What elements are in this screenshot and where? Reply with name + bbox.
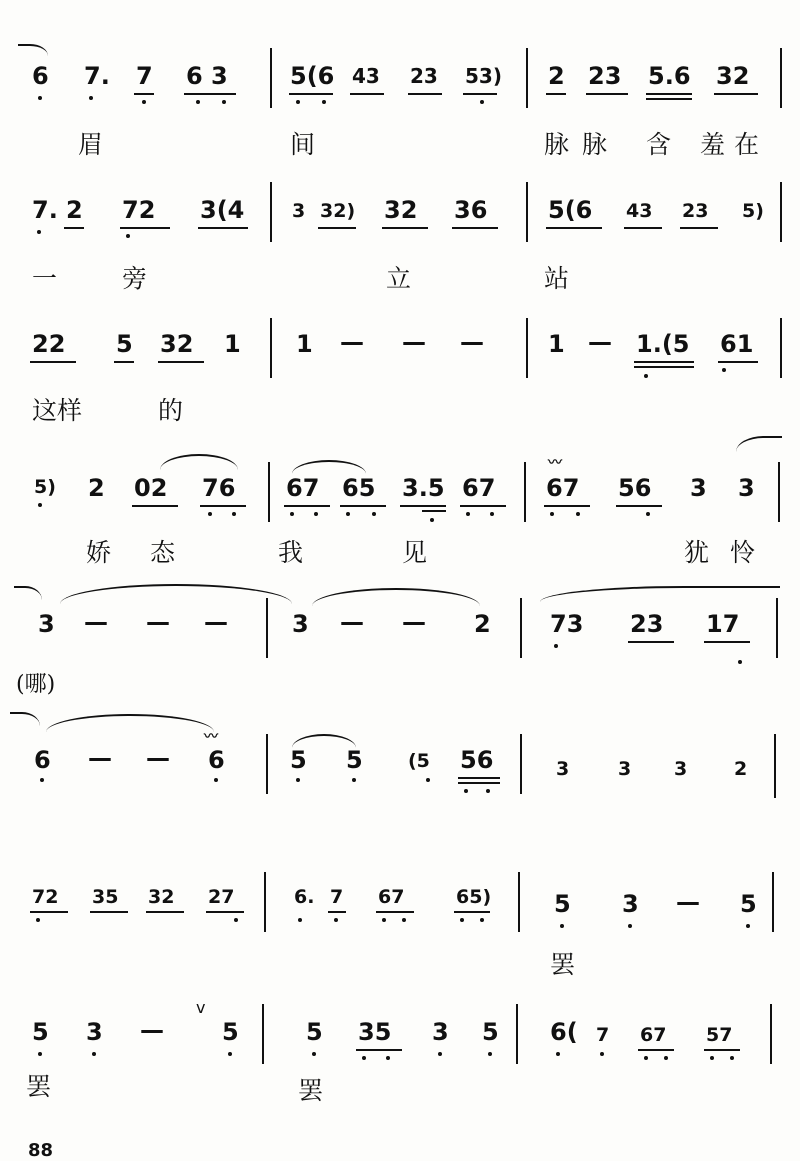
note: 5) (742, 200, 764, 222)
underline (546, 227, 602, 229)
lyric: 态 (150, 538, 176, 567)
note-group: 56 (618, 474, 652, 502)
underline (356, 1049, 402, 1051)
lower-octave-dot (576, 512, 580, 516)
underline (382, 227, 428, 229)
note-group: 72 (32, 886, 59, 908)
lower-octave-dot (352, 778, 356, 782)
page-number: 88 (28, 1140, 54, 1161)
lower-octave-dot (710, 1056, 714, 1060)
lyric: 眉 (78, 130, 104, 159)
lower-octave-dot (296, 100, 300, 104)
lyric: 一 (32, 264, 58, 293)
underline (634, 361, 694, 363)
underline (634, 366, 694, 368)
underline (206, 911, 244, 913)
underline (200, 505, 246, 507)
lyric: 羞 (700, 130, 726, 159)
note-group: 73 (550, 610, 584, 638)
lower-octave-dot (430, 518, 434, 522)
note-group: 67 (462, 474, 496, 502)
note: 5 (32, 1018, 49, 1046)
lyric: 这样 (32, 396, 83, 425)
lower-octave-dot (208, 512, 212, 516)
note: 3 (622, 890, 639, 918)
lower-octave-dot (386, 1056, 390, 1060)
note: 2 (734, 758, 748, 780)
note-group: 56 (460, 746, 494, 774)
lyric: 脉 (582, 130, 608, 159)
lyric: 我 (278, 538, 304, 567)
note: 5 (482, 1018, 499, 1046)
lyric: 罢 (550, 950, 576, 979)
note: 3 (38, 610, 55, 638)
underline (158, 361, 204, 363)
note: 7 (596, 1024, 610, 1046)
note-group: 22 (32, 330, 66, 358)
note-group: 61 (720, 330, 754, 358)
slur (46, 714, 214, 732)
barline (516, 1004, 518, 1064)
note: 3 (292, 610, 309, 638)
barline (772, 872, 774, 932)
slur (540, 586, 780, 602)
lower-octave-dot (314, 512, 318, 516)
lower-octave-dot (142, 100, 146, 104)
note-group: 32 (716, 62, 750, 90)
note: 5 (116, 330, 133, 358)
underline (718, 361, 758, 363)
note-group: 17 (706, 610, 740, 638)
dash: — (204, 608, 228, 636)
underline (460, 505, 506, 507)
note-group: 23 (630, 610, 664, 638)
note: 6( (550, 1018, 578, 1046)
note-group: 32 (384, 196, 418, 224)
dash: — (146, 744, 170, 772)
lower-octave-dot (628, 924, 632, 928)
lower-octave-dot (488, 1052, 492, 1056)
barline (780, 318, 782, 378)
lower-octave-dot (746, 924, 750, 928)
underline (400, 505, 446, 507)
note-group: 67 (546, 474, 580, 502)
note: 5 (306, 1018, 323, 1046)
lower-octave-dot (490, 512, 494, 516)
lyric: 立 (386, 264, 412, 293)
note-group: 43 (352, 64, 380, 88)
lower-octave-dot (196, 100, 200, 104)
barline (524, 462, 526, 522)
note-group: 32) (320, 200, 356, 222)
lower-octave-dot (402, 918, 406, 922)
note-group: 67 (286, 474, 320, 502)
underline (616, 505, 662, 507)
underline (64, 227, 84, 229)
underline (90, 911, 128, 913)
lower-octave-dot (438, 1052, 442, 1056)
lower-octave-dot (664, 1056, 668, 1060)
note: 7 (330, 886, 344, 908)
slur (312, 588, 480, 606)
lower-octave-dot (214, 778, 218, 782)
barline (262, 1004, 264, 1064)
note-group: 02 (134, 474, 168, 502)
barline (520, 598, 522, 658)
dash: — (88, 744, 112, 772)
lower-octave-dot (322, 100, 326, 104)
barline (526, 318, 528, 378)
note: 7. (32, 196, 58, 224)
lyric: 犹 (684, 538, 710, 567)
note: 5 (290, 746, 307, 774)
underline (30, 361, 76, 363)
lower-octave-dot (296, 778, 300, 782)
lower-octave-dot (92, 1052, 96, 1056)
lower-octave-dot (730, 1056, 734, 1060)
lower-octave-dot (362, 1056, 366, 1060)
note: 6 (32, 62, 49, 90)
note-group: 23 (588, 62, 622, 90)
note: 2 (66, 196, 83, 224)
underline (458, 777, 500, 779)
dash: — (402, 608, 426, 636)
barline (266, 734, 268, 794)
lower-octave-dot (644, 374, 648, 378)
underline (454, 911, 490, 913)
lyric: 站 (544, 264, 570, 293)
barline (268, 462, 270, 522)
lower-octave-dot (298, 918, 302, 922)
barline (776, 598, 778, 658)
lower-octave-dot (464, 789, 468, 793)
note: 3 (556, 758, 570, 780)
note: 3 (674, 758, 688, 780)
barline (266, 598, 268, 658)
lower-octave-dot (382, 918, 386, 922)
lower-octave-dot (126, 234, 130, 238)
lower-octave-dot (38, 96, 42, 100)
lyric: 娇 (86, 538, 112, 567)
underline (284, 505, 330, 507)
underline (340, 505, 386, 507)
note: (5 (408, 750, 430, 772)
underline (134, 93, 154, 95)
slur (14, 586, 42, 600)
underline (586, 93, 628, 95)
slur (10, 712, 40, 726)
note-group: 65) (456, 886, 492, 908)
note-group: 3.5 (402, 474, 445, 502)
underline (646, 98, 692, 100)
note: 2 (548, 62, 565, 90)
lower-octave-dot (550, 512, 554, 516)
barline (270, 318, 272, 378)
lyric-parenthetical: (哪) (16, 672, 56, 697)
dash: — (460, 328, 484, 356)
note-group: 67 (640, 1024, 667, 1046)
underline (114, 361, 134, 363)
note: 1 (296, 330, 313, 358)
slur (60, 584, 292, 604)
barline (780, 48, 782, 108)
underline (184, 93, 236, 95)
lower-octave-dot (232, 512, 236, 516)
lyric: 罢 (298, 1076, 324, 1105)
note: 3 (618, 758, 632, 780)
barline (270, 48, 272, 108)
note-group: 35 (358, 1018, 392, 1046)
note-group: 5) (34, 476, 56, 498)
lower-octave-dot (372, 512, 376, 516)
lower-octave-dot (426, 778, 430, 782)
lyric: 的 (158, 396, 184, 425)
barline (780, 182, 782, 242)
barline (518, 872, 520, 932)
note-group: 43 (626, 200, 653, 222)
note: 3 (292, 200, 306, 222)
barline (774, 734, 776, 798)
note: 1 (224, 330, 241, 358)
underline (458, 782, 500, 784)
underline (198, 227, 248, 229)
underline (289, 93, 333, 95)
underline (704, 641, 750, 643)
note: 5 (346, 746, 363, 774)
note-group: 32 (148, 886, 175, 908)
note: 5 (222, 1018, 239, 1046)
lyric: 罢 (26, 1072, 52, 1101)
underline (422, 510, 446, 512)
underline (318, 227, 356, 229)
underline (704, 1049, 740, 1051)
dash: — (84, 608, 108, 636)
lower-octave-dot (312, 1052, 316, 1056)
lyric: 脉 (544, 130, 570, 159)
note: 5 (554, 890, 571, 918)
note: 7. (84, 62, 110, 90)
note-group: 23 (682, 200, 709, 222)
lower-octave-dot (222, 100, 226, 104)
lower-octave-dot (486, 789, 490, 793)
breath-mark: v (196, 998, 206, 1017)
barline (778, 462, 780, 522)
dash: — (140, 1016, 164, 1044)
note: 6 (208, 746, 225, 774)
note: 7 (136, 62, 153, 90)
lower-octave-dot (38, 503, 42, 507)
lower-octave-dot (346, 512, 350, 516)
note: 3 (738, 474, 755, 502)
lower-octave-dot (460, 918, 464, 922)
lower-octave-dot (290, 512, 294, 516)
barline (264, 872, 266, 932)
note: 2 (474, 610, 491, 638)
lyric: 含 (646, 130, 672, 159)
slur (160, 454, 238, 470)
slur (736, 436, 782, 452)
lower-octave-dot (38, 1052, 42, 1056)
note-group: 23 (410, 64, 438, 88)
barline (770, 1004, 772, 1064)
lyric: 间 (290, 130, 316, 159)
note-group: 67 (378, 886, 405, 908)
underline (546, 93, 566, 95)
underline (120, 227, 170, 229)
underline (408, 93, 442, 95)
lower-octave-dot (40, 778, 44, 782)
underline (463, 93, 497, 95)
note: 2 (88, 474, 105, 502)
note: 5 (740, 890, 757, 918)
note-group: 35 (92, 886, 119, 908)
underline (452, 227, 498, 229)
lower-octave-dot (480, 918, 484, 922)
note: 5(6 (290, 62, 335, 90)
barline (526, 182, 528, 242)
note: 6 (34, 746, 51, 774)
lower-octave-dot (334, 918, 338, 922)
lower-octave-dot (36, 918, 40, 922)
lyric: 见 (402, 538, 428, 567)
mordent-icon: 〰 (204, 729, 218, 745)
note-group: 3(4 (200, 196, 245, 224)
underline (146, 911, 184, 913)
dash: — (588, 328, 612, 356)
note-group: 76 (202, 474, 236, 502)
underline (544, 505, 590, 507)
lower-octave-dot (37, 230, 41, 234)
lower-octave-dot (480, 100, 484, 104)
underline (132, 505, 178, 507)
note: 3 (86, 1018, 103, 1046)
underline (646, 93, 692, 95)
lower-octave-dot (738, 660, 742, 664)
dash: — (676, 888, 700, 916)
note-group: 36 (454, 196, 488, 224)
lower-octave-dot (466, 512, 470, 516)
dash: — (402, 328, 426, 356)
underline (376, 911, 414, 913)
note-group: 5.6 (648, 62, 691, 90)
lyric: 怜 (730, 538, 756, 567)
note-group: 32 (160, 330, 194, 358)
lower-octave-dot (554, 644, 558, 648)
lower-octave-dot (560, 924, 564, 928)
lower-octave-dot (722, 368, 726, 372)
barline (520, 734, 522, 794)
note: 3 (432, 1018, 449, 1046)
note-group: 6 3 (186, 62, 228, 90)
lower-octave-dot (646, 512, 650, 516)
note-group: 57 (706, 1024, 733, 1046)
note-group: 6. (294, 886, 315, 908)
dash: — (340, 608, 364, 636)
slur (18, 44, 48, 56)
slur (292, 460, 366, 474)
note: 3 (690, 474, 707, 502)
lower-octave-dot (228, 1052, 232, 1056)
underline (328, 911, 346, 913)
note-group: 27 (208, 886, 235, 908)
note-group: 1.(5 (636, 330, 690, 358)
underline (350, 93, 384, 95)
lower-octave-dot (234, 918, 238, 922)
underline (624, 227, 662, 229)
dash: — (340, 328, 364, 356)
lower-octave-dot (556, 1052, 560, 1056)
mordent-icon: 〰 (548, 455, 562, 471)
lyric: 旁 (122, 264, 148, 293)
underline (30, 911, 68, 913)
note: 1 (548, 330, 565, 358)
barline (526, 48, 528, 108)
dash: — (146, 608, 170, 636)
lower-octave-dot (89, 96, 93, 100)
underline (628, 641, 674, 643)
note-group: 65 (342, 474, 376, 502)
lower-octave-dot (600, 1052, 604, 1056)
note-group: 53) (465, 64, 502, 88)
underline (680, 227, 718, 229)
underline (714, 93, 758, 95)
note-group: 72 (122, 196, 156, 224)
barline (270, 182, 272, 242)
note: 5(6 (548, 196, 593, 224)
lower-octave-dot (644, 1056, 648, 1060)
lyric: 在 (734, 130, 760, 159)
underline (638, 1049, 674, 1051)
